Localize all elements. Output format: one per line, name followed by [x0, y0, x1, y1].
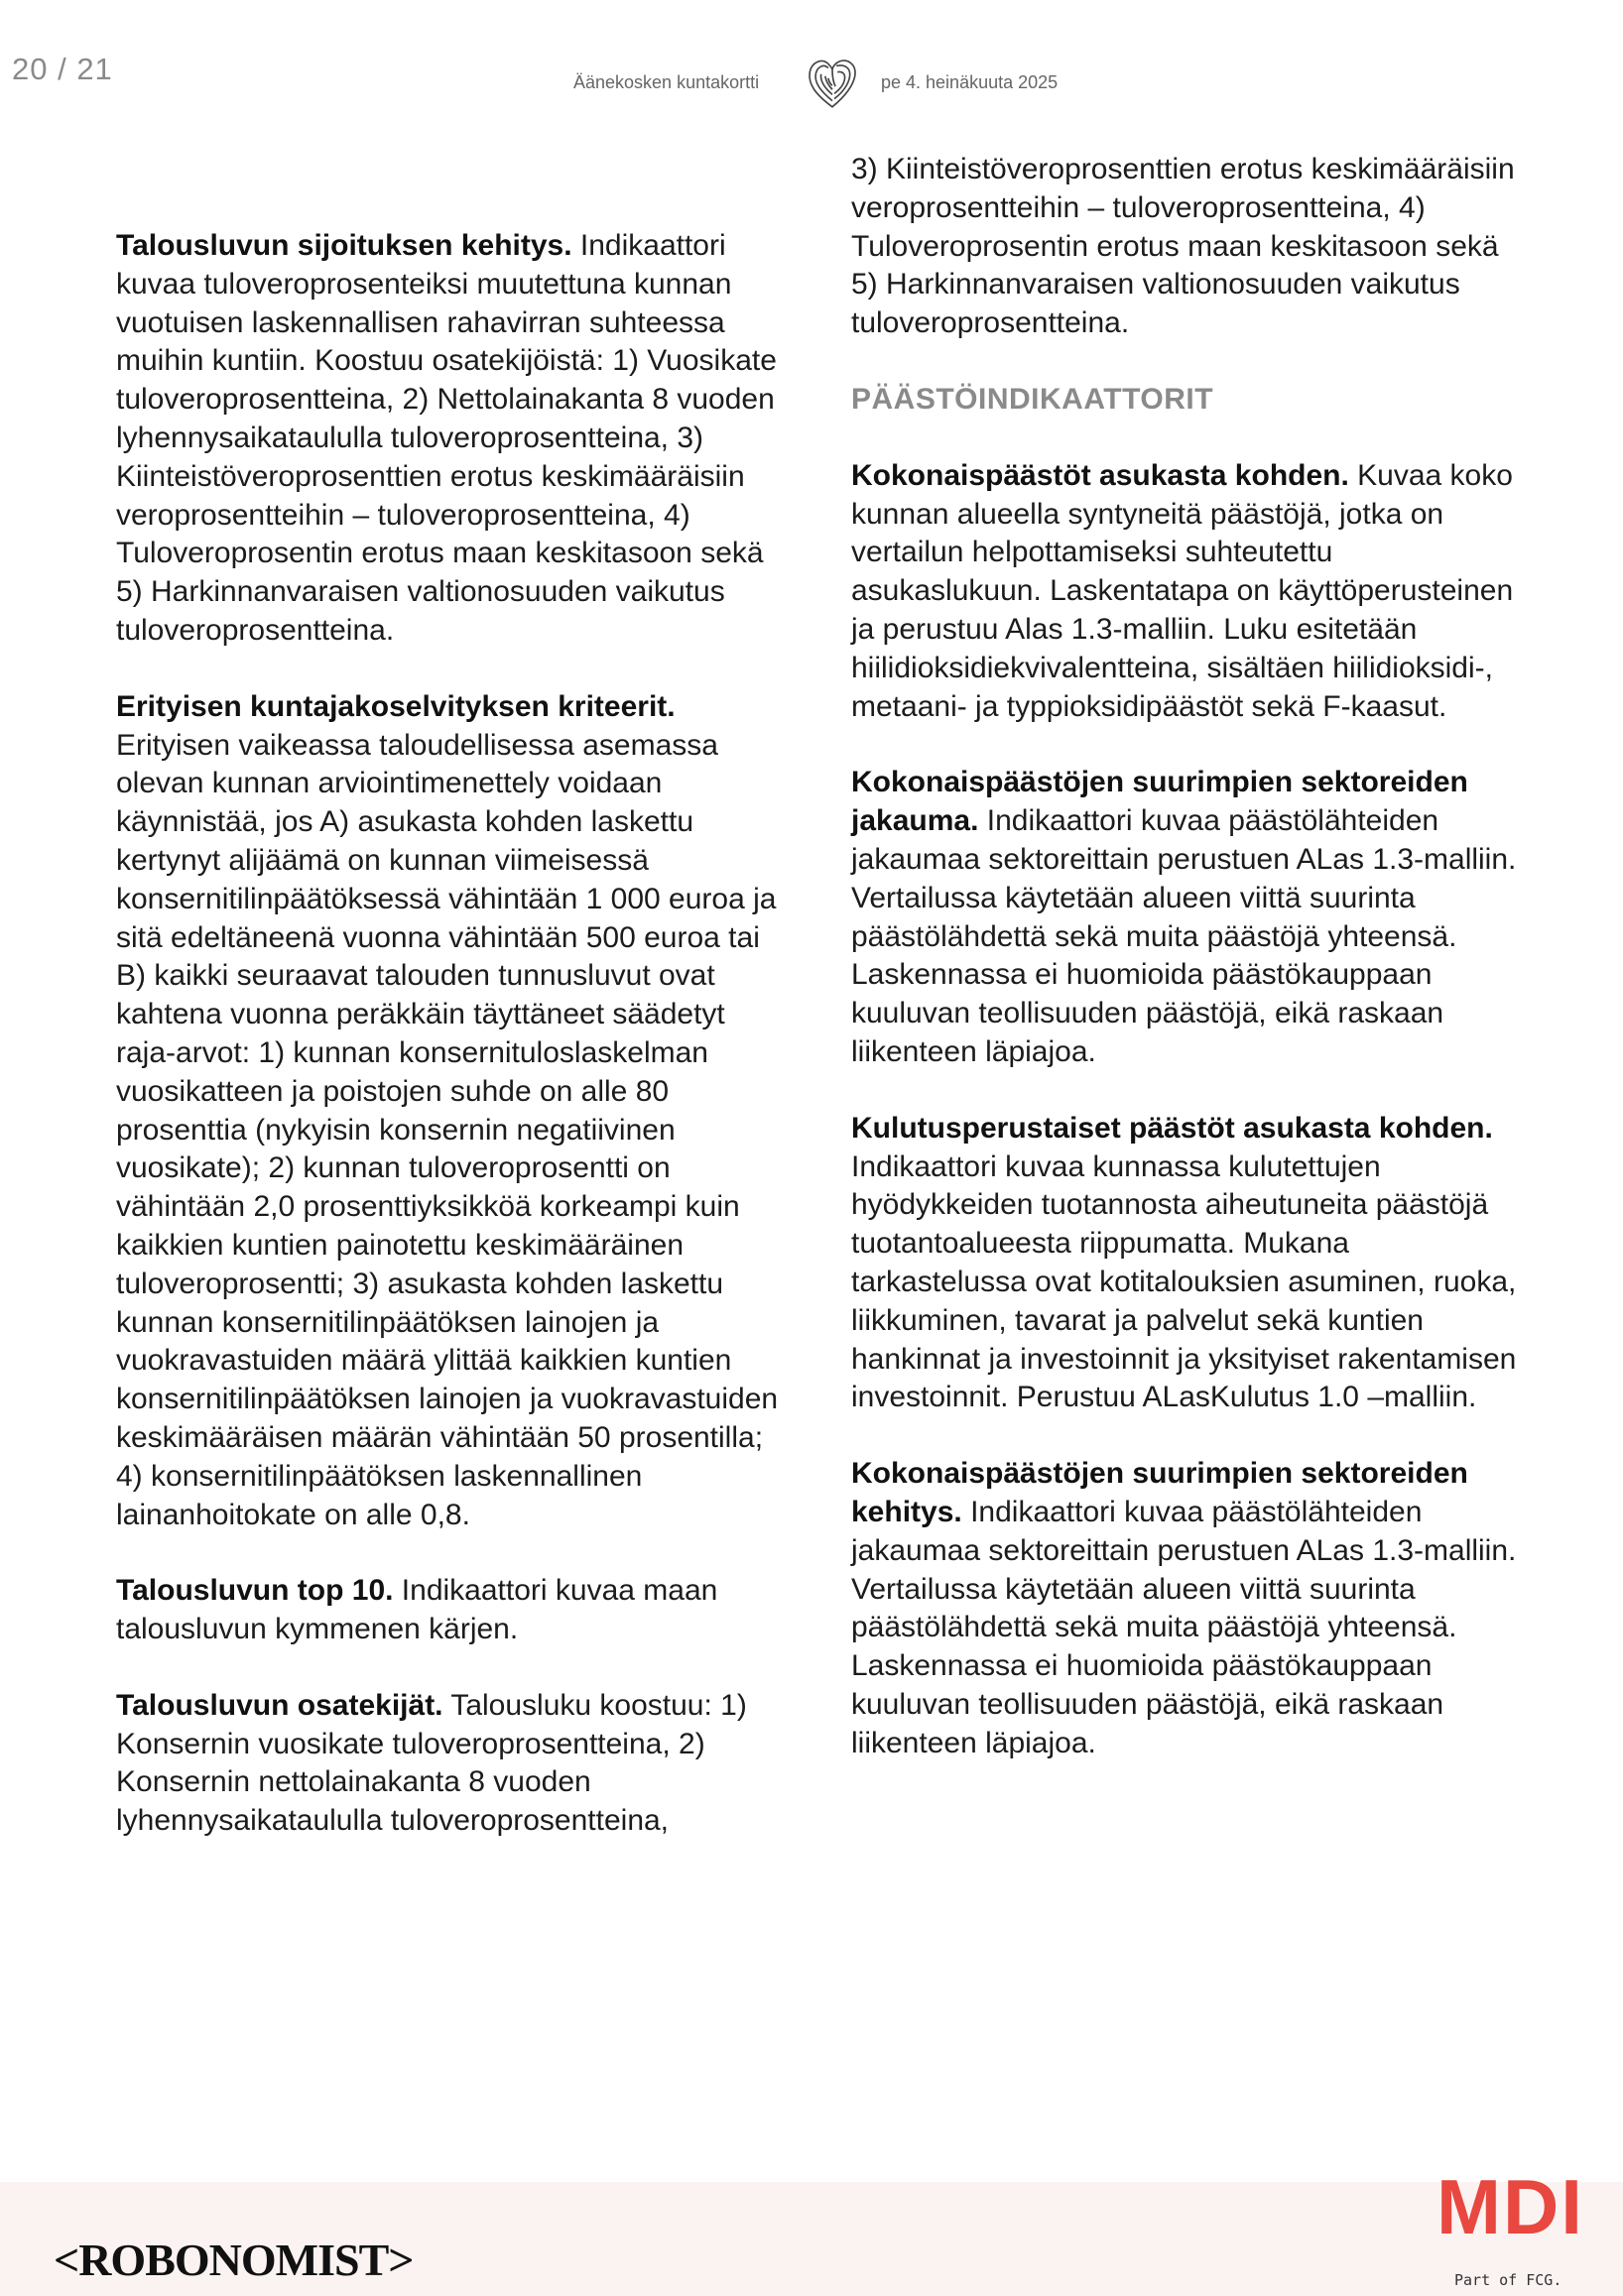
paragraph — [851, 764, 1526, 1071]
document-title: Äänekosken kuntakortti — [573, 71, 760, 92]
paragraph-body: Talousluku koostuu: 1) Konsernin vuosikate tuloveroprosentteina, 2) Konsernin nettolainakanta 8 vuoden lyhennysaikataululla tuloveroprosentteina, — [116, 1688, 747, 1838]
paragraph-title: Erityisen kuntajakoselvityksen kriteerit. — [116, 689, 676, 723]
mdi-logo: MDI — [1436, 2163, 1584, 2250]
section-heading: PÄÄSTÖINDIKAATTORIT — [851, 382, 1214, 416]
paragraph-title: Talousluvun sijoituksen kehitys. — [116, 229, 572, 262]
robonomist-logo: <ROBONOMIST> — [54, 2235, 414, 2285]
paragraph-title: Kokonaispäästöjen suurimpien sektoreiden jakauma. — [851, 766, 1468, 838]
left-column — [116, 227, 791, 1878]
paragraph-body: Indikaattori kuvaa maan talousluvun kymmenen kärjen. — [116, 1574, 718, 1646]
paragraph-title: Talousluvun top 10. — [116, 1574, 394, 1608]
document-header — [573, 52, 1058, 113]
page-indicator: 20 / 21 — [12, 52, 113, 86]
paragraph — [116, 1572, 791, 1649]
paragraph-body: Indikaattori kuvaa kunnassa kulutettujen hyödykkeiden tuotannosta aiheutuneita päästöjä tuotantoalueesta riippumatta. Mukana tarkastelussa ovat kotitalouksien asuminen, ruoka, liikkuminen, tavarat ja palvelut sekä kuntien hankinnat ja investoinnit ja yksityiset rakentamisen investoinnit. Perustuu ALasKulutus 1.0 –malliin. — [851, 1149, 1517, 1414]
fingerprint-heart-icon — [802, 52, 863, 113]
paragraph-continuation: 3) Kiinteistöveroprosenttien erotus keskimääräisiin veroprosentteihin – tuloveroprosentteina, 4) Tuloveroprosentin erotus maan keskitasoon sekä 5) Harkinnanvaraisen valtionosuuden vaikutus tuloveroprosentteina. — [851, 153, 1515, 340]
right-column — [851, 151, 1526, 1800]
paragraph-title: Talousluvun osatekijät. — [116, 1688, 443, 1722]
paragraph-title: Kokonaispäästöjen suurimpien sektoreiden kehitys. — [851, 1457, 1468, 1528]
report-date: pe 4. heinäkuuta 2025 — [881, 71, 1059, 92]
paragraph — [851, 1455, 1526, 1762]
paragraph-body: Indikaattori kuvaa tuloveroprosenteiksi muutettuna kunnan vuotuisen laskennallisen rahavirran suhteessa muihin kuntiin. Koostuu osatekijöistä: 1) Vuosikate tuloveroprosentteina, 2) Nettolainakanta 8 vuoden lyhennysaikataululla tuloveroprosentteina, 3) Kiinteistöveroprosenttien erotus keskimääräisiin veroprosentteihin – tuloveroprosentteina, 4) Tuloveroprosentin erotus maan keskitasoon sekä 5) Harkinnanvaraisen valtionosuuden vaikutus tuloveroprosentteina. — [116, 229, 777, 647]
paragraph-body: Kuvaa koko kunnan alueella syntyneitä päästöjä, jotka on vertailun helpottamiseksi suhteutettu asukaslukuun. Laskentatapa on käyttöperusteinen ja perustuu Alas 1.3-malliin. Luku esitetään hiilidioksidiekvivalentteina, sisältäen hiilidioksidi-, metaani- ja typpioksidipäästöt sekä F-kaasut. — [851, 458, 1514, 723]
paragraph — [851, 1110, 1526, 1417]
paragraph — [851, 457, 1526, 727]
mdi-tagline: Part of FCG. — [1454, 2271, 1562, 2289]
paragraph-title: Kulutusperustaiset päästöt asukasta kohden. — [851, 1111, 1493, 1145]
paragraph — [116, 688, 791, 1535]
paragraph — [116, 227, 791, 651]
paragraph-body: Erityisen vaikeassa taloudellisessa asemassa olevan kunnan arviointimenettely voidaan käynnistää, jos A) asukasta kohden laskettu kertynyt alijäämä on kunnan viimeisessä konsernitilinpäätöksessä vähintään 1 000 euroa ja sitä edeltäneenä vuonna vähintään 500 euroa tai B) kaikki seuraavat talouden tunnusluvut ovat kahtena vuonna peräkkäin täyttäneet säädetyt raja-arvot: 1) kunnan konsernituloslaskelman vuosikatteen ja poistojen suhde on alle 80 prosenttia (nykyisin konsernin negatiivinen vuosikate); 2) kunnan tuloveroprosentti on vähintään 2,0 prosenttiyksikköä korkeampi kuin kaikkien kuntien painotettu keskimääräinen tuloveroprosentti; 3) asukasta kohden laskettu kunnan konsernitilinpäätöksen lainojen ja vuokravastuiden määrä ylittää kaikkien kuntien konsernitilinpäätöksen lainojen ja vuokravastuiden keskimääräisen määrän vähintään 50 prosentilla; 4) konsernitilinpäätöksen laskennallinen lainanhoitokate on alle 0,8. — [116, 728, 779, 1531]
paragraph-title: Kokonaispäästöt asukasta kohden. — [851, 458, 1349, 492]
paragraph — [116, 1687, 791, 1841]
paragraph-body: Indikaattori kuvaa päästölähteiden jakaumaa sektoreittain perustuen ALas 1.3-malliin. Vertailussa käytetään alueen viittä suurinta päästölähdettä sekä muita päästöjä yhteensä. Laskennassa ei huomioida päästökauppaan kuuluvan teollisuuden päästöjä, eikä raskaan liikenteen läpiajoa. — [851, 1495, 1517, 1759]
paragraph-body: Indikaattori kuvaa päästölähteiden jakaumaa sektoreittain perustuen ALas 1.3-malliin. Vertailussa käytetään alueen viittä suurinta päästölähdettä sekä muita päästöjä yhteensä. Laskennassa ei huomioida päästökauppaan kuuluvan teollisuuden päästöjä, eikä raskaan liikenteen läpiajoa. — [851, 804, 1517, 1068]
